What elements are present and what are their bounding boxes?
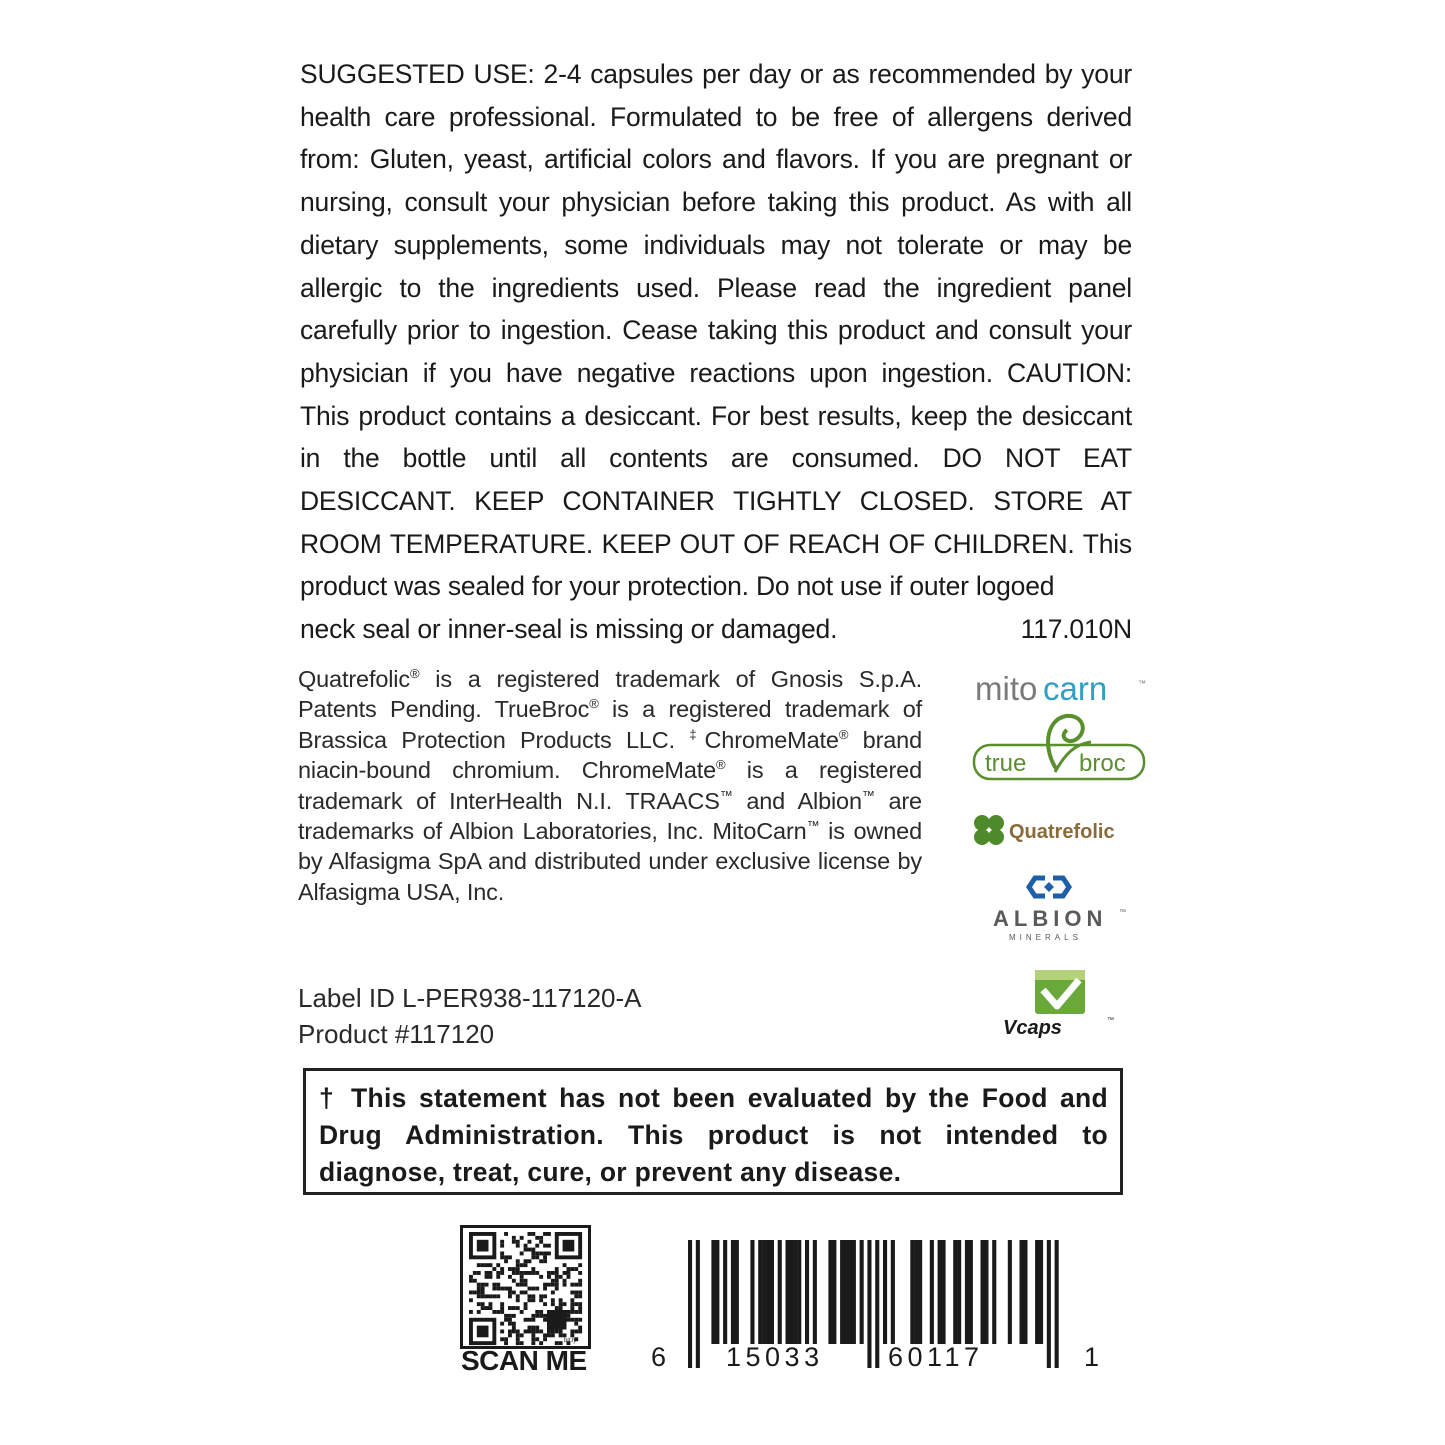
tm-text-7: and Albion	[732, 787, 862, 814]
suggested-use-text: SUGGESTED USE: 2-4 capsules per day or as recommended by your health care professional. Formulated to be free of allergens derived from: Gluten, yeast, artificial colors and flavors. If you are pregnant or nursing, consult your physician before taking this product. As with all dietary supplements, some individuals may not tolerate or may be allergic to the ingredients used. Please read the ingredient panel carefully prior to ingestion. Cease taking this product and consult your physician if you have negative reactions upon ingestion. CAUTION: This product contains a desiccant. For best results, keep the desiccant in the bottle until all contents are consumed. DO NOT EAT DESICCANT. KEEP CONTAINER TIGHTLY CLOSED. STORE AT ROOM TEMPERATURE. KEEP OUT OF REACH OF CHILDREN. This product was sealed for your protection. Do not use if outer logoed	[300, 59, 1132, 602]
clover-icon	[974, 815, 1004, 845]
mitocarn-text-a: mito	[975, 670, 1038, 707]
product-number: Product #117120	[298, 1019, 495, 1049]
albion-text: ALBION	[993, 906, 1108, 931]
tm-mark: ™	[719, 787, 733, 803]
tm-text-6: is a registered trademark of InterHealth N.I. TRAACS	[298, 757, 922, 814]
mitocarn-tm: ™	[1138, 679, 1146, 688]
brand-logos	[965, 660, 1155, 1050]
formula-code: 117.010N	[1020, 614, 1132, 645]
vcaps-tm: ™	[1107, 1017, 1114, 1024]
tm-text-3: is a registered trademark of Brassica Protection Products LLC.	[298, 696, 922, 753]
barcode-last-digit: 1	[1084, 1342, 1100, 1372]
mitocarn-logo	[973, 668, 1153, 708]
mitocarn-text-b: carn	[1043, 670, 1108, 707]
scan-me-label: SCAN ME	[461, 1345, 587, 1376]
quatrefolic-text: Quatrefolic	[1009, 821, 1115, 843]
reg-mark: ®	[716, 757, 726, 773]
barcode-right-group: 60117	[888, 1342, 984, 1372]
double-dagger: ‡	[689, 726, 705, 742]
label-ids	[298, 980, 642, 1052]
tm-mark: ™	[806, 818, 820, 834]
tm-chromemate: ChromeMate	[704, 726, 839, 753]
tm-quatrefolic: Quatrefolic	[298, 666, 410, 692]
fda-statement: † This statement has not been evaluated by the Food and Drug Administration. This product is not intended to diagnose, treat, cure, or prevent any disease.	[319, 1083, 1108, 1187]
label-id: Label ID L-PER938-117120-A	[298, 983, 642, 1013]
reg-mark: ®	[838, 726, 849, 742]
albion-sub: MINERALS	[1009, 933, 1082, 942]
vcaps-logo	[1001, 966, 1131, 1042]
vcaps-text: Vcaps	[1003, 1017, 1062, 1039]
truebroc-logo	[971, 710, 1155, 785]
tm-text-9: is owned by Alfasigma SpA and distributed under exclusive license by Alfasigma USA, Inc.	[298, 818, 922, 905]
barcode-first-digit: 6	[651, 1342, 667, 1372]
truebroc-text-b: broc	[1079, 750, 1126, 777]
truebroc-text-a: true	[985, 750, 1027, 777]
reg-mark: ®	[589, 696, 599, 712]
qr-corner-text: bit.ly	[564, 1338, 577, 1344]
reg-mark: ®	[409, 666, 420, 681]
albion-tm: ™	[1119, 909, 1126, 916]
trademark-notice	[298, 664, 922, 907]
tm-mark: ™	[861, 787, 875, 803]
quatrefolic-logo	[971, 812, 1155, 848]
seal-warning: neck seal or inner-seal is missing or damaged.	[300, 614, 838, 645]
tm-text-5: brand niacin-bound chromium. ChromeMate	[298, 726, 922, 784]
fda-disclaimer-box	[303, 1068, 1123, 1195]
broccoli-icon	[1048, 716, 1083, 770]
albion-logo	[987, 872, 1137, 944]
last-line	[300, 608, 1132, 651]
suggested-use-block	[300, 53, 1132, 651]
tm-text-8: are trademarks of Albion Laboratories, Inc. MitoCarn	[298, 787, 922, 845]
barcode-left-group: 15033	[726, 1342, 824, 1372]
upc-barcode	[640, 1235, 1100, 1395]
trademark-text	[298, 664, 922, 907]
tm-text-2: is a registered trademark of Gnosis S.p.A. Patents Pending. TrueBroc	[298, 666, 922, 723]
qr-code[interactable]	[460, 1225, 591, 1349]
